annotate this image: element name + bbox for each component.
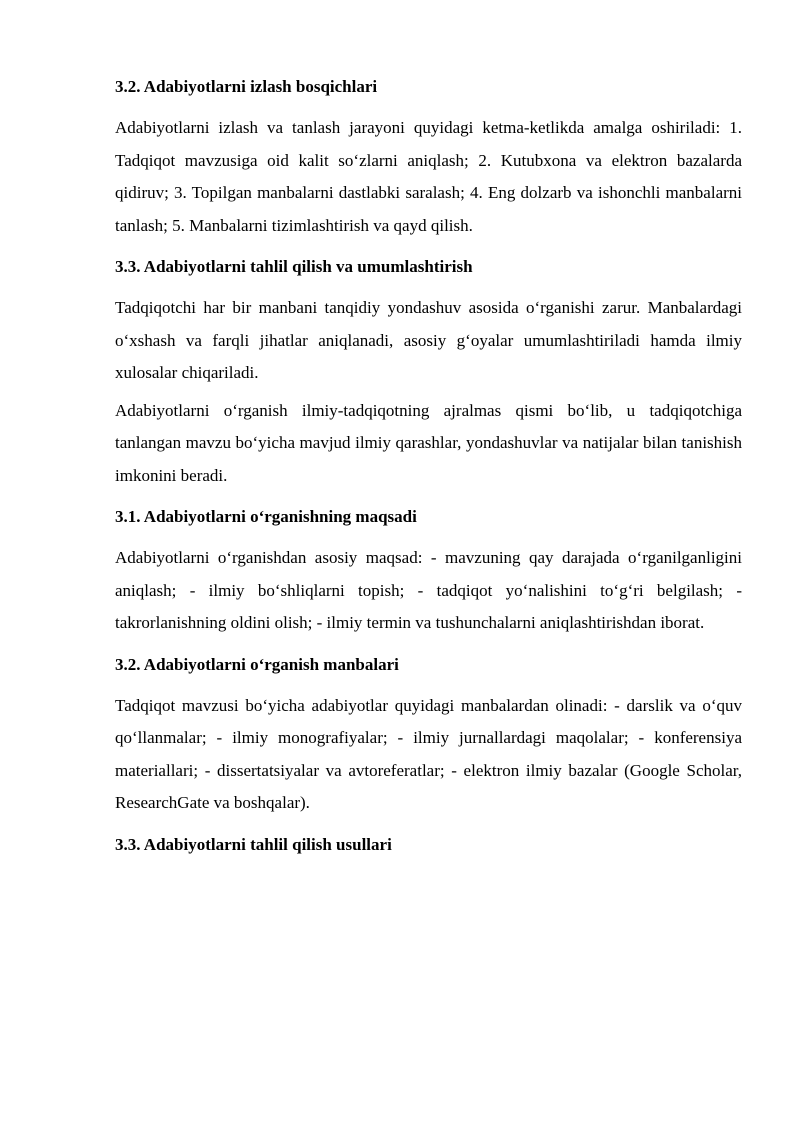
section-paragraph: Tadqiqot mavzusi bo‘yicha adabiyotlar quyidagi manbalardan olinadi: - darslik va o‘quv qo‘llanmalar; - ilmiy monografiyalar; - ilmiy jurnallardagi maqolalar; - konferensiya materiallari; - dissertatsiyalar va avtoreferatlar; - elektron ilmiy bazalar (Google Scholar, ResearchGate va boshqalar). [115,695,742,812]
section-heading: 3.2. Adabiyotlarni o‘rganish manbalari [115,654,399,674]
section-paragraph: Adabiyotlarni izlash va tanlash jarayoni quyidagi ketma-ketlikda amalga oshiriladi: 1. Tadqiqot mavzusiga oid kalit so‘zlarni aniqlash; 2. Kutubxona va elektron bazalarda qidiruv; 3. Topilgan manbalarni dastlabki saralash; 4. Eng dolzarb va ishonchli manbalarni tanlash; 5. Manbalarni tizimlashtirish va qayd qilish. [115,118,742,235]
section-paragraph: Tadqiqotchi har bir manbani tanqidiy yondashuv asosida o‘rganishi zarur. Manbalardagi o‘xshash va farqli jihatlar aniqlanadi, asosiy g‘oyalar umumlashtiriladi hamda ilmiy xulosalar chiqariladi. [115,298,742,382]
section-heading: 3.3. Adabiyotlarni tahlil qilish va umumlashtirish [115,257,473,276]
section-paragraph: Adabiyotlarni o‘rganish ilmiy-tadqiqotning ajralmas qismi bo‘lib, u tadqiqotchiga tanlangan mavzu bo‘yicha mavjud ilmiy qarashlar, yondashuvlar va natijalar bilan tanishish imkonini beradi. [115,400,742,485]
section-heading: 3.2. Adabiyotlarni izlash bosqichlari [115,77,378,96]
section-heading: 3.3. Adabiyotlarni tahlil qilish usullari [115,834,392,854]
document-page [115,70,742,856]
section-heading: 3.1. Adabiyotlarni o‘rganishning maqsadi [115,507,417,526]
section-paragraph: Adabiyotlarni o‘rganishdan asosiy maqsad: - mavzuning qay darajada o‘rganilganligini aniqlash; - ilmiy bo‘shliqlarni topish; - tadqiqot yo‘nalishini to‘g‘ri belgilash; - takrorlanishning oldini olish; - ilmiy termin va tushunchalarni aniqlashtirishdan iborat. [115,548,742,632]
